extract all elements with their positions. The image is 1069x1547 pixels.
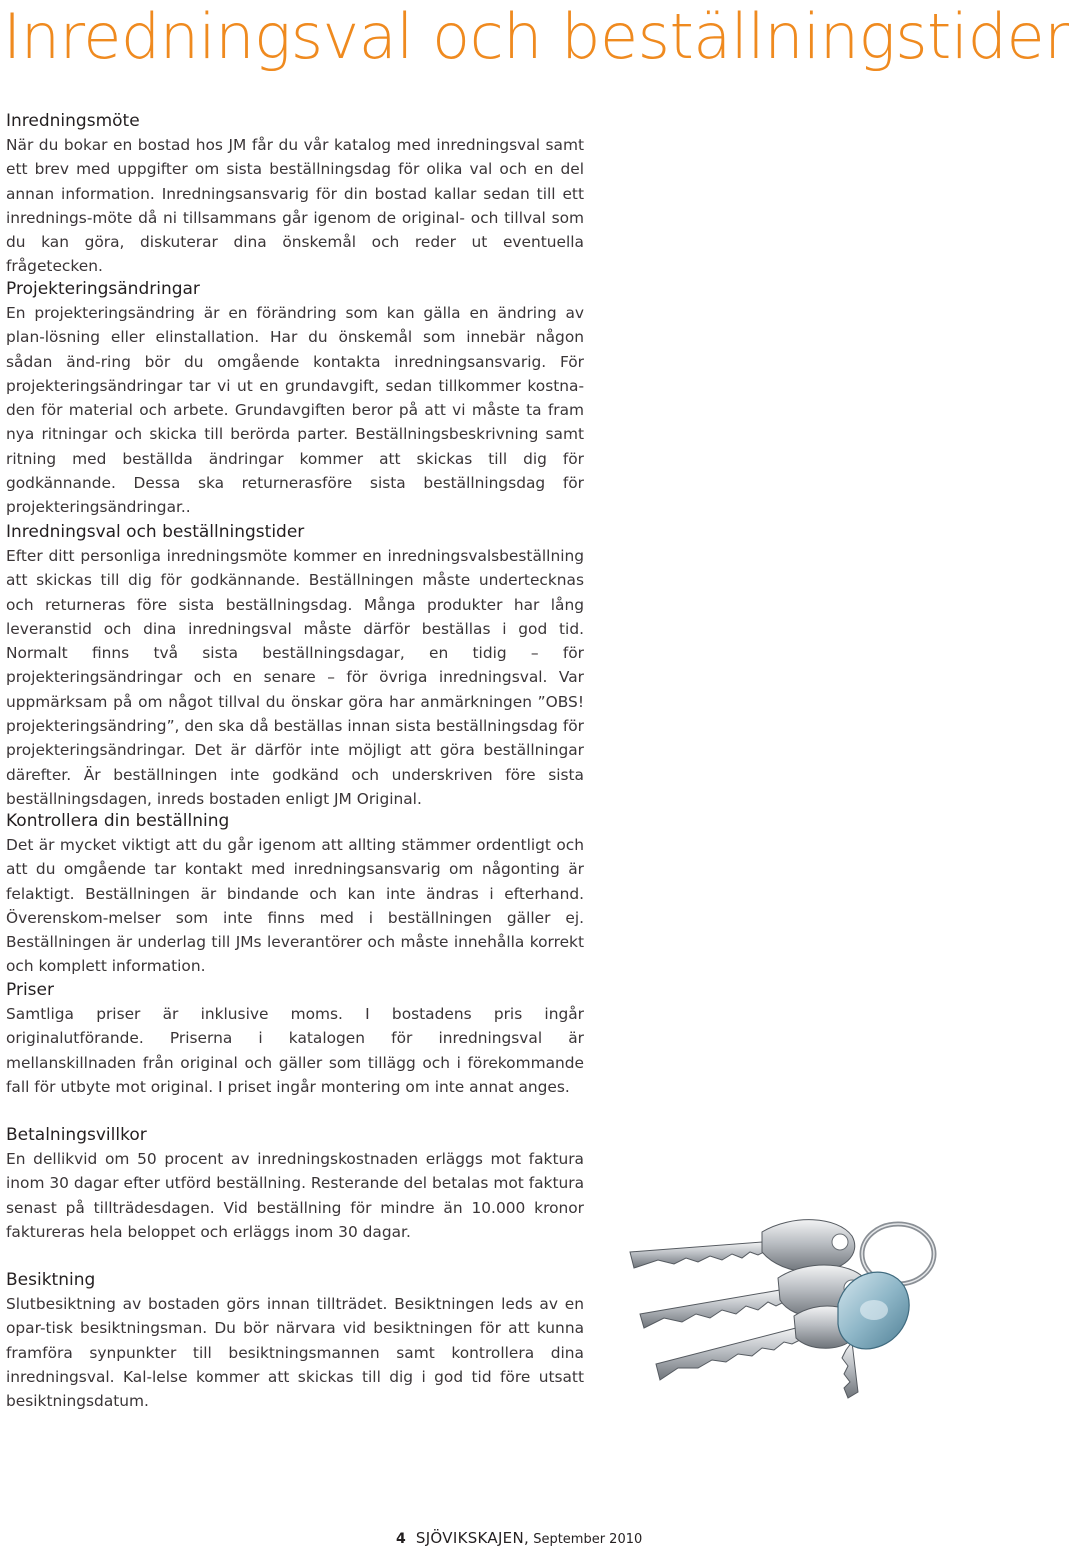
section-heading: Projekteringsändringar bbox=[6, 279, 200, 299]
section-body: Samtliga priser är inklusive moms. I bostadens pris ingår originalutförande. Priserna i katalogen för inredningsval är mellanskillnaden från original och gäller som tillägg och i förekommande fall för utbyte mot original. I priset ingår montering om inte annat anges. bbox=[6, 1005, 584, 1096]
section-kontrollera bbox=[6, 809, 584, 979]
page-title: Inredningsval och beställningstider bbox=[3, 0, 1069, 73]
keys-photo bbox=[612, 1192, 952, 1407]
section-priser bbox=[6, 978, 584, 1099]
section-body: Slutbesiktning av bostaden görs innan tillträdet. Besiktningen leds av en opar-tisk besiktningsman. Du bör närvara vid besiktningen för att kunna framföra synpunkter till besiktningsmannen samt kontrollera dina inredningsval. Kal-lelse kommer att skickas till dig i god tid före utsatt besiktningsdatum. bbox=[6, 1295, 584, 1411]
section-inredningsmote bbox=[6, 109, 584, 279]
section-heading: Betalningsvillkor bbox=[6, 1125, 147, 1145]
publication-name: SJÖVIKSKAJEN, bbox=[415, 1529, 530, 1547]
page-footer bbox=[396, 1529, 642, 1547]
section-projekteringsandringar bbox=[6, 277, 584, 520]
section-heading: Inredningsmöte bbox=[6, 111, 140, 131]
section-heading: Kontrollera din beställning bbox=[6, 811, 230, 831]
section-besiktning bbox=[6, 1268, 584, 1413]
section-heading: Inredningsval och beställningstider bbox=[6, 522, 305, 542]
section-heading: Priser bbox=[6, 980, 54, 1000]
section-body: När du bokar en bostad hos JM får du vår katalog med inredningsval samt ett brev med uppgifter om sista beställningsdag för olika val och en del annan information. Inredningsansvarig för din bostad kallar sedan till ett inrednings-möte då ni tillsammans går igenom de original- och tillval som du kan göra, diskuterar dina önskemål och reder ut eventuella frågetecken. bbox=[6, 136, 584, 276]
section-body: Det är mycket viktigt att du går igenom att allting stämmer ordentligt och att du omgående tar kontakt med inredningsansvarig om någonting är felaktigt. Beställningen är bindande och kan inte ändras i efterhand. Överenskom-melser som inte finns med i beställningen gäller ej. Beställningen är underlag till JMs leverantörer och måste innehålla korrekt och komplett information. bbox=[6, 836, 584, 976]
publication-date: September 2010 bbox=[533, 1532, 643, 1547]
section-body: Efter ditt personliga inredningsmöte kommer en inredningsvalsbeställning att skickas till dig för godkännande. Beställningen måste undertecknas och returneras före sista beställningsdag. Många produkter har lång leveranstid och dina inredningsval måste därför beställas i god tid. Normalt finns två sista beställningsdagar, en tidig – för projekteringsändringar och en senare – för övriga inredningsval. Var uppmärksam på om något tillval du önskar göra har anmärkningen ”OBS! projekteringsändring”, den ska då beställas innan sista beställningsdag för projekteringsändringar. Det är därför inte möjligt att göra beställningar därefter. Är beställningen inte godkänd och underskriven före sista beställningsdagen, inreds bostaden enligt JM Original. bbox=[6, 547, 584, 808]
page-number: 4 bbox=[396, 1531, 406, 1547]
section-body: En projekteringsändring är en förändring som kan gälla en ändring av plan-lösning eller elinstallation. Har du önskemål som innebär någon sådan änd-ring bör du omgående kontakta inredningsansvarig. För projekteringsändringar tar vi ut en grundavgift, sedan tillkommer kostna-den för material och arbete. Grundavgiften beror på att vi måste ta fram nya ritningar och skicka till berörda parter. Beställningsbeskrivning samt ritning med beställda ändringar kommer att skickas till dig för godkännande. Dessa ska returnerasföre sista beställningsdag för projekteringsändringar.. bbox=[6, 304, 584, 517]
section-inredningsval bbox=[6, 520, 584, 811]
section-betalningsvillkor bbox=[6, 1123, 584, 1244]
section-body: En dellikvid om 50 procent av inredningskostnaden erläggs mot faktura inom 30 dagar efter utförd beställning. Resterande del betalas mot faktura senast på tillträdesdagen. Vid beställning för mindre än 10.000 kronor faktureras hela beloppet och erläggs inom 30 dagar. bbox=[6, 1150, 584, 1241]
section-heading: Besiktning bbox=[6, 1270, 96, 1290]
